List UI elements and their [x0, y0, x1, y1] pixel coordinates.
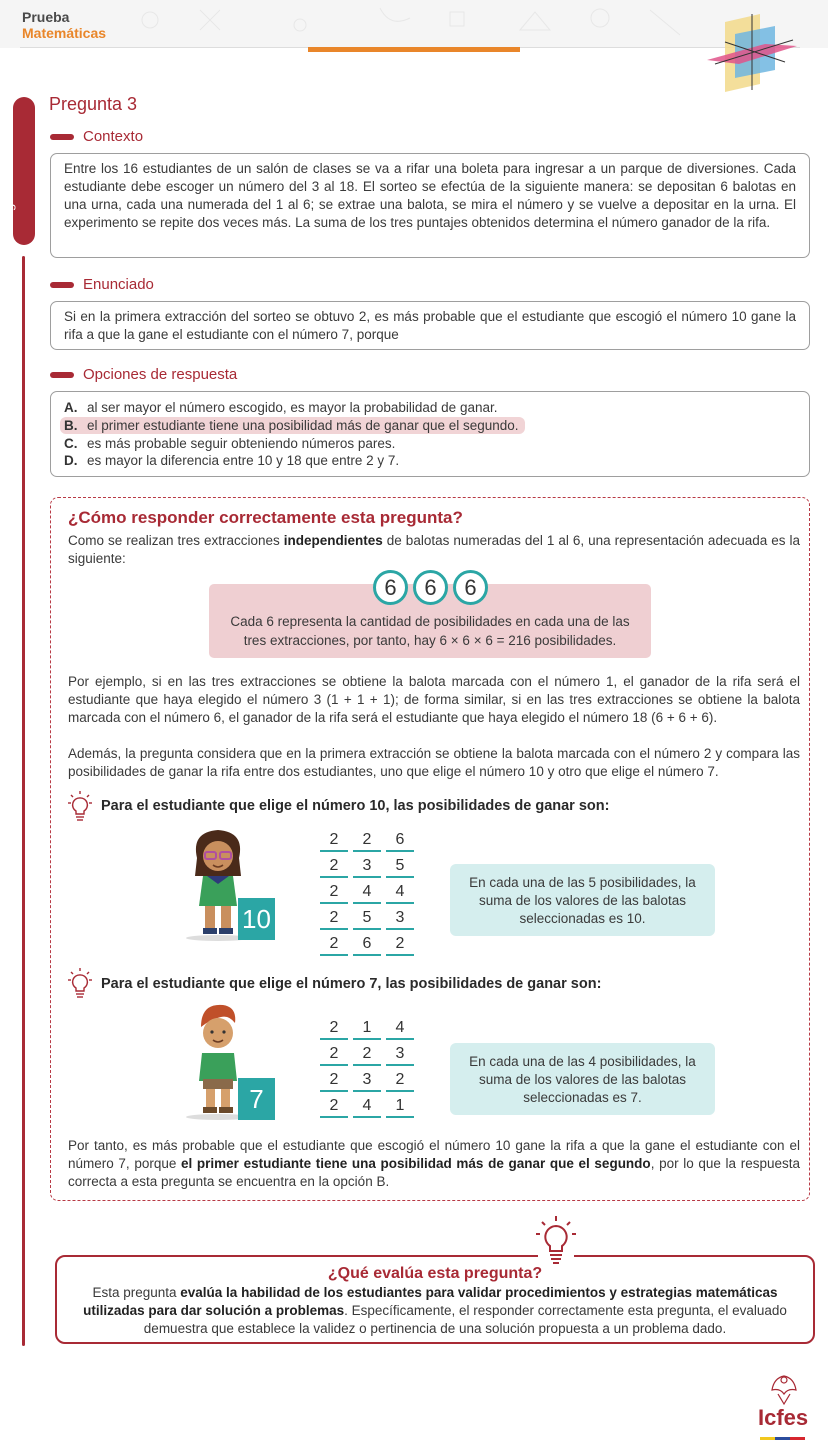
lightbulb-icon — [530, 1214, 582, 1268]
options-heading — [50, 366, 237, 383]
student7-combinations — [320, 1017, 414, 1121]
question-title: Pregunta 3 — [49, 94, 138, 114]
header-prueba-label: Prueba — [22, 9, 70, 25]
statement-box — [50, 301, 810, 350]
combo-value: 3 — [386, 907, 414, 930]
explanation-title: ¿Cómo responder correctamente esta pregunta? — [68, 508, 463, 527]
conclusion-bold: el primer estudiante tiene una posibilidad más de ganar que el segundo — [181, 1156, 651, 1171]
student10-note — [450, 864, 715, 936]
combo-value: 4 — [386, 881, 414, 904]
combination-row — [320, 933, 414, 959]
intro-text-end: de balotas numeradas del 1 al 6, una representación adecuada es la siguiente: — [68, 533, 800, 566]
coordinate-planes-icon — [705, 12, 800, 94]
logo-stripe-red — [790, 1437, 805, 1440]
combo-value: 2 — [386, 933, 414, 956]
option-letter: C. — [64, 435, 78, 451]
combo-value: 2 — [320, 881, 348, 904]
intro-bold: independientes — [283, 533, 383, 548]
heading-pill — [50, 282, 74, 288]
options-heading-text: Opciones de respuesta — [83, 366, 238, 383]
option-letter: D. — [64, 453, 78, 468]
note-line: suma de los valores de las balotas — [478, 893, 687, 908]
additional-paragraph: Además, la pregunta considera que en la primera extracción se obtiene la balota marcada con el número 2 y compara las posibilidades de ganar la rifa entre dos estudiantes, uno que elige el número 10 y otro que elige el número 7. — [68, 746, 800, 779]
icfes-emblem-icon — [764, 1372, 804, 1408]
option-text: el primer estudiante tiene una posibilidad más de ganar que el segundo. — [87, 417, 519, 433]
intro-text: Como se realizan tres extracciones — [68, 533, 284, 548]
option-d[interactable] — [64, 452, 796, 470]
conclusion-text-end: , por lo que la respuesta correcta a esta pregunta se encuentra en la opción B. — [68, 1156, 800, 1189]
context-heading — [50, 128, 143, 145]
combo-value: 3 — [353, 1069, 381, 1092]
combination-row — [320, 1095, 414, 1121]
evaluation-bold: evalúa la habilidad de los estudiantes para validar procedimientos y estrategias matemáticas utilizadas para dar solución a problemas — [83, 1285, 778, 1318]
number-card-10: 10 — [238, 898, 275, 940]
header-subject-label: Matemáticas — [22, 25, 107, 41]
combo-value: 2 — [353, 829, 381, 852]
explanation-intro — [68, 532, 800, 568]
option-letter: B. — [64, 417, 78, 433]
side-category-label: Argumentación — [1, 136, 16, 224]
combo-value: 4 — [353, 1095, 381, 1118]
option-text: es más probable seguir obteniendo números pares. — [87, 435, 396, 451]
header-doodle-pattern — [0, 0, 828, 48]
combo-value: 2 — [320, 933, 348, 956]
balls-row — [373, 570, 488, 605]
evaluation-text-start: Esta pregunta — [92, 1285, 181, 1300]
header-accent-bar — [308, 47, 520, 52]
student10-heading: Para el estudiante que elige el número 10, las posibilidades de ganar son: — [101, 798, 610, 814]
combo-value: 5 — [386, 855, 414, 878]
note-line: En cada una de las 5 posibilidades, la — [469, 875, 696, 890]
lightbulb-icon — [67, 967, 93, 1001]
ball: 6 — [373, 570, 408, 605]
student7-heading: Para el estudiante que elige el número 7, las posibilidades de ganar son: — [101, 976, 602, 992]
statement-heading-text: Enunciado — [83, 276, 154, 293]
combination-row — [320, 881, 414, 907]
option-b-correct[interactable] — [60, 417, 525, 435]
balls-note-line: Cada 6 representa la cantidad de posibilidades en cada una de las — [230, 614, 630, 629]
combination-row — [320, 907, 414, 933]
evaluation-text-end: . Específicamente, el responder correctamente esta pregunta, el evaluado demuestra que establece la validez o pertinencia de una solución propuesta a un problema dado. — [143, 1303, 787, 1336]
option-text: al ser mayor el número escogido, es mayor la probabilidad de ganar. — [87, 400, 498, 415]
balls-note-text — [209, 612, 651, 650]
logo-stripe-yellow — [760, 1437, 775, 1440]
balls-note-line: tres extracciones, por tanto, hay 6 × 6 × 6 = 216 posibilidades. — [243, 633, 617, 648]
options-box — [50, 391, 810, 477]
combo-value: 2 — [320, 907, 348, 930]
evaluation-title: ¿Qué evalúa esta pregunta? — [327, 1265, 543, 1282]
combination-row — [320, 855, 414, 881]
statement-heading — [50, 276, 154, 293]
student10-combinations — [320, 829, 414, 959]
combo-value: 2 — [353, 1043, 381, 1066]
logo-stripe-blue — [775, 1437, 790, 1440]
combo-value: 2 — [320, 1043, 348, 1066]
combo-value: 2 — [320, 1017, 348, 1040]
combo-value: 1 — [353, 1017, 381, 1040]
note-line: En cada una de las 4 posibilidades, la — [469, 1054, 696, 1069]
option-text: es mayor la diferencia entre 10 y 18 que entre 2 y 7. — [87, 453, 400, 468]
combo-value: 1 — [386, 1095, 414, 1118]
statement-text: Si en la primera extracción del sorteo se obtuvo 2, es más probable que el estudiante que escogió el número 10 gane la rifa a que la gane el estudiante con el número 7, porque — [64, 309, 796, 342]
combination-row — [320, 1069, 414, 1095]
combo-value: 2 — [320, 1095, 348, 1118]
combination-row — [320, 1043, 414, 1069]
combination-row — [320, 1017, 414, 1043]
combo-value: 3 — [353, 855, 381, 878]
icfes-logo-text: Icfes — [758, 1405, 809, 1430]
note-line: seleccionadas es 7. — [523, 1090, 642, 1105]
example-paragraph: Por ejemplo, si en las tres extracciones se obtiene la balota marcada con el número 1, el ganador de la rifa será el estudiante que haya elegido el número 3 (1 + 1 + 1); de forma similar, si en las tres extracciones se obtiene la balota marcada con el número 6, el ganador de la rifa será el estudiante que haya elegido el número 18 (6 + 6 + 6). — [68, 674, 800, 725]
combo-value: 4 — [386, 1017, 414, 1040]
evaluation-text — [64, 1284, 806, 1338]
number-card-7: 7 — [238, 1078, 275, 1120]
combination-row — [320, 829, 414, 855]
combo-value: 2 — [320, 855, 348, 878]
option-c[interactable] — [64, 435, 796, 453]
ball: 6 — [453, 570, 488, 605]
note-line: suma de los valores de las balotas — [478, 1072, 687, 1087]
combo-value: 4 — [353, 881, 381, 904]
combo-value: 2 — [386, 1069, 414, 1092]
context-heading-text: Contexto — [83, 128, 144, 145]
context-box — [50, 153, 810, 258]
context-text: Entre los 16 estudiantes de un salón de clases se va a rifar una boleta para ingresar a un parque de diversiones. Cada estudiante debe escoger un número del 3 al 18. El sorteo se efectúa de la siguiente manera: se depositan 6 balotas en una urna, cada una numerada del 1 al 6; se extrae una balota, se mira el número y se vuelve a depositar en la urna. El experimento se repite dos veces más. La suma de los tres puntajes obtenidos determina el número ganador de la rifa. — [64, 161, 796, 230]
option-letter: A. — [64, 400, 78, 415]
lightbulb-icon — [67, 790, 93, 824]
combo-value: 5 — [353, 907, 381, 930]
side-category-tab — [13, 97, 35, 245]
option-a[interactable] — [64, 399, 796, 417]
conclusion-paragraph — [68, 1137, 800, 1191]
student7-note — [450, 1043, 715, 1115]
combo-value: 6 — [386, 829, 414, 852]
combo-value: 2 — [320, 1069, 348, 1092]
heading-pill — [50, 372, 74, 378]
combo-value: 6 — [353, 933, 381, 956]
note-line: seleccionadas es 10. — [519, 911, 646, 926]
heading-pill — [50, 134, 74, 140]
side-vertical-line — [22, 256, 25, 1346]
ball: 6 — [413, 570, 448, 605]
combo-value: 2 — [320, 829, 348, 852]
conclusion-text: Por tanto, es más probable que el estudiante que escogió el número 10 gane la rifa a que la gane el estudiante con el número 7, porque — [68, 1138, 800, 1171]
combo-value: 3 — [386, 1043, 414, 1066]
